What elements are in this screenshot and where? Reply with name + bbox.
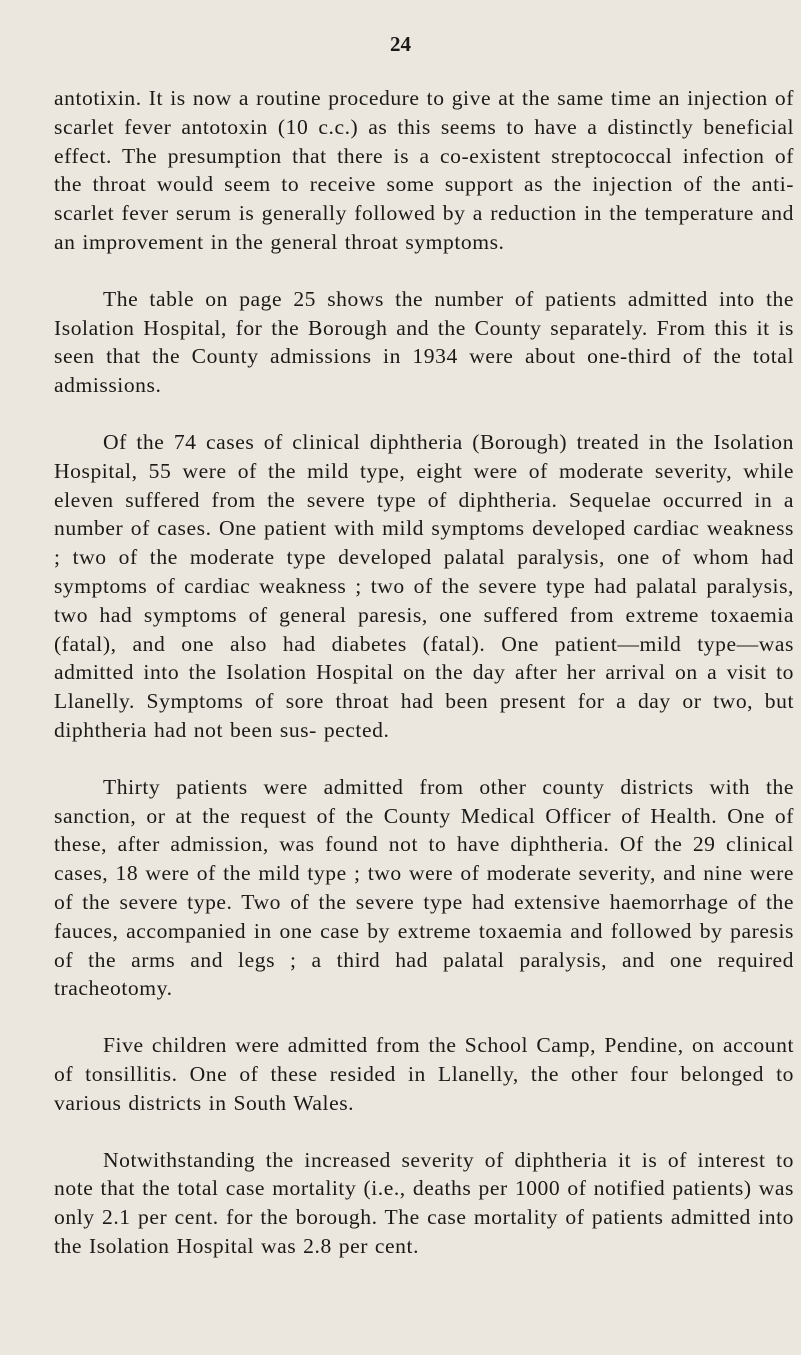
- paragraph-5: Five children were admitted from the School Camp, Pendine, on account of tonsillitis. One of these resided in Llanelly, the other four belonged to various districts in South Wales.: [54, 1033, 794, 1115]
- paragraph-2: The table on page 25 shows the number of patients admitted into the Isolation Hospital, for the Borough and the County separately. From this it is seen that the County admissions in 1934 were about one-third of the total admissions.: [54, 286, 794, 398]
- paragraph-1: antotixin. It is now a routine procedure to give at the same time an injection of scarlet fever antotoxin (10 c.c.) as this seems to have a distinctly beneficial effect. The presumption that there is a co-existent streptococcal infection of the throat would seem to receive some support as the injection of the anti-scarlet fever serum is generally followed by a reduction in the temperature and an improvement in the general throat symptoms.: [54, 86, 794, 254]
- body-text: [54, 84, 794, 1261]
- paragraph-3: Of the 74 cases of clinical diphtheria (Borough) treated in the Isolation Hospital, 55 were of the mild type, eight were of moderate severity, while eleven suffered from the severe type of diphtheria. Sequelae occurred in a number of cases. One patient with mild symptoms developed cardiac weakness ; two of the moderate type developed palatal paralysis, one of whom had symptoms of cardiac weakness ; two of the severe type had palatal paralysis, two had symptoms of general paresis, one suffered from extreme toxaemia (fatal), and one also had diabetes (fatal). One patient—mild type—was admitted into the Isolation Hospital on the day after her arrival on a visit to Llanelly. Symptoms of sore throat had been present for a day or two, but diphtheria had not been sus- pected.: [54, 429, 794, 742]
- paragraph-6: Notwithstanding the increased severity of diphtheria it is of interest to note that the total case mortality (i.e., deaths per 1000 of notified patients) was only 2.1 per cent. for the borough. The case mortality of patients admitted into the Isolation Hospital was 2.8 per cent.: [54, 1147, 794, 1258]
- paragraph-4: Thirty patients were admitted from other county districts with the sanction, or at the request of the County Medical Officer of Health. One of these, after admission, was found not to have diphtheria. Of the 29 clinical cases, 18 were of the mild type ; two were of moderate severity, and nine were of the severe type. Two of the severe type had extensive haemorrhage of the fauces, accompanied in one case by extreme toxaemia and followed by paresis of the arms and legs ; a third had palatal paralysis, and one required tracheotomy.: [54, 774, 794, 1001]
- page-number: 24: [390, 32, 411, 56]
